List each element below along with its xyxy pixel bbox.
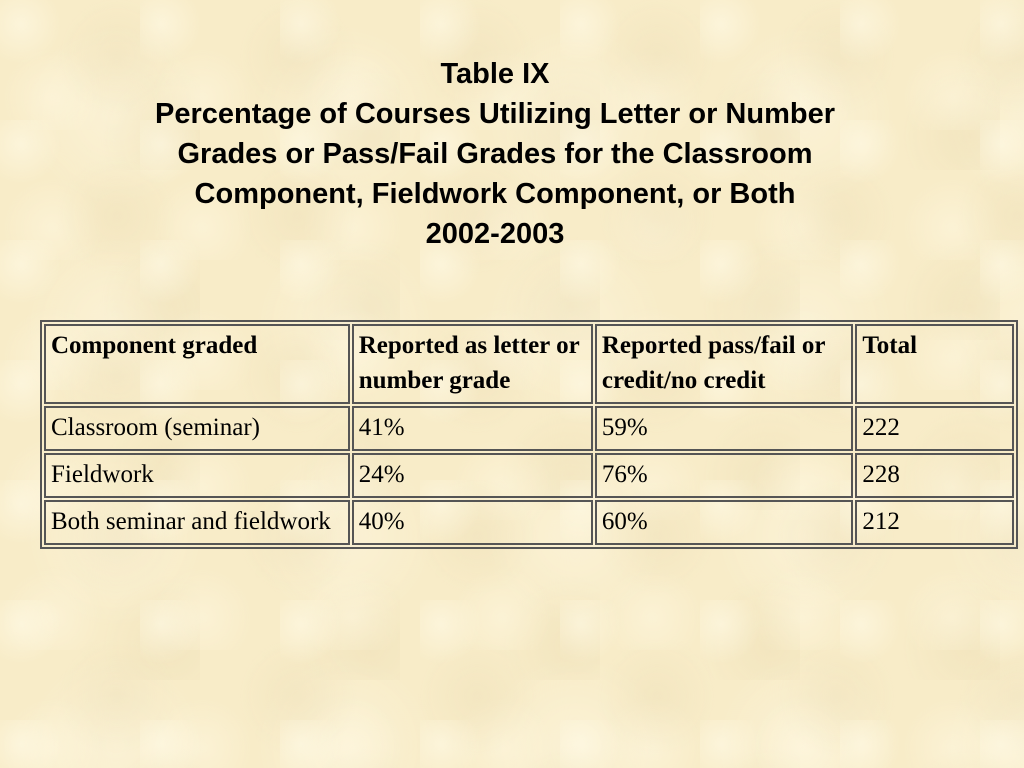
cell-letter-number: 40% bbox=[352, 500, 593, 545]
cell-pass-fail: 60% bbox=[595, 500, 854, 545]
cell-total: 222 bbox=[855, 406, 1014, 451]
cell-total: 228 bbox=[855, 453, 1014, 498]
slide-title bbox=[0, 54, 990, 254]
title-line-3: Component, Fieldwork Component, or Both bbox=[194, 178, 796, 210]
cell-pass-fail: 59% bbox=[595, 406, 854, 451]
table-row bbox=[44, 406, 1014, 451]
header-component-graded: Component graded bbox=[44, 324, 350, 404]
title-line-1: Percentage of Courses Utilizing Letter or Number bbox=[154, 98, 835, 130]
cell-pass-fail: 76% bbox=[595, 453, 854, 498]
table-row bbox=[44, 500, 1014, 545]
title-line-2: Grades or Pass/Fail Grades for the Classroom bbox=[177, 138, 813, 170]
cell-component: Both seminar and fieldwork bbox=[44, 500, 350, 545]
header-total: Total bbox=[855, 324, 1014, 404]
cell-component: Classroom (seminar) bbox=[44, 406, 350, 451]
table-number: Table IX bbox=[440, 58, 550, 90]
cell-letter-number: 24% bbox=[352, 453, 593, 498]
cell-total: 212 bbox=[855, 500, 1014, 545]
table-row bbox=[44, 453, 1014, 498]
cell-letter-number: 41% bbox=[352, 406, 593, 451]
cell-component: Fieldwork bbox=[44, 453, 350, 498]
header-letter-number: Reported as letter or number grade bbox=[352, 324, 593, 404]
table-header-row bbox=[44, 324, 1014, 404]
year-range: 2002-2003 bbox=[425, 218, 565, 250]
grades-table bbox=[40, 320, 1018, 549]
header-pass-fail: Reported pass/fail or credit/no credit bbox=[595, 324, 854, 404]
